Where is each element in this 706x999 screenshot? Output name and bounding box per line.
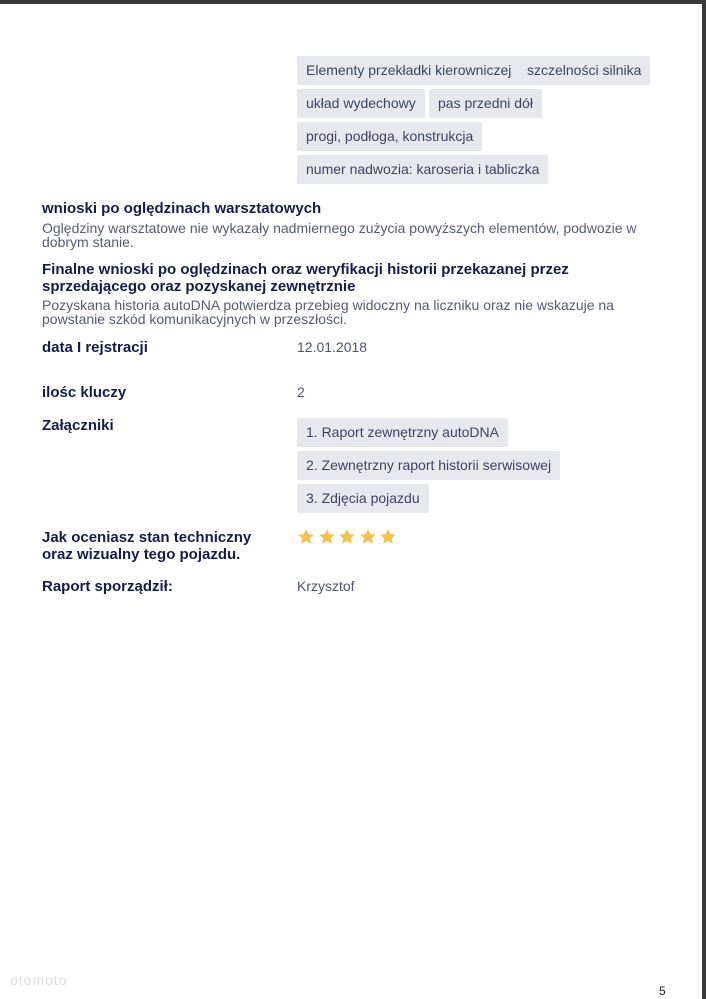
chip-exhaust: układ wydechowy (297, 89, 425, 118)
keys-label: ilośc kluczy (42, 384, 127, 401)
author-value: Krzysztof (297, 578, 355, 594)
attachment-item[interactable]: 2. Zewnętrzny raport historii serwisowej (297, 451, 560, 480)
attachment-item[interactable]: 3. Zdjęcia pojazdu (297, 484, 429, 513)
star-icon (297, 528, 315, 546)
chip-engine-seal: szczelności silnika (518, 56, 650, 85)
attachment-item[interactable]: 1. Raport zewnętrzny autoDNA (297, 418, 508, 447)
chip-vin: numer nadwozia: karoseria i tabliczka (297, 155, 548, 184)
star-icon (338, 528, 356, 546)
attachments-label: Załączniki (42, 417, 114, 434)
chip-steering: Elementy przekładki kierowniczej (297, 56, 520, 85)
final-text: Pozyskana historia autoDNA potwierdza przebieg widoczny na liczniku oraz nie wskazuje na powstanie szkód komunikacyjnych w przeszłości. (42, 297, 614, 327)
chip-sills-floor: progi, podłoga, konstrukcja (297, 122, 482, 151)
rating-label: Jak oceniasz stan techniczny oraz wizualny tego pojazdu. (42, 529, 252, 563)
workshop-title: wnioski po oględzinach warsztatowych (42, 200, 322, 217)
star-icon (379, 528, 397, 546)
final-title: Finalne wnioski po oględzinach oraz weryfikacji historii przekazanej przez sprzedającego oraz pozyskanej zewnętrznie (42, 261, 569, 295)
page-frame-top (0, 0, 706, 4)
chip-front-belt: pas przedni dół (429, 89, 542, 118)
workshop-text: Oględziny warsztatowe nie wykazały nadmiernego zużycia powyższych elementów, podwozie w dobrym stanie. (42, 220, 637, 250)
registration-value: 12.01.2018 (297, 339, 368, 355)
star-icon (359, 528, 377, 546)
watermark-logo: otomoto (10, 972, 68, 988)
page-number: 5 (659, 984, 666, 998)
page-frame-right (702, 0, 706, 999)
keys-value: 2 (297, 384, 305, 400)
registration-label: data I rejstracji (42, 339, 148, 356)
star-icon (318, 528, 336, 546)
author-label: Raport sporządził: (42, 578, 173, 595)
